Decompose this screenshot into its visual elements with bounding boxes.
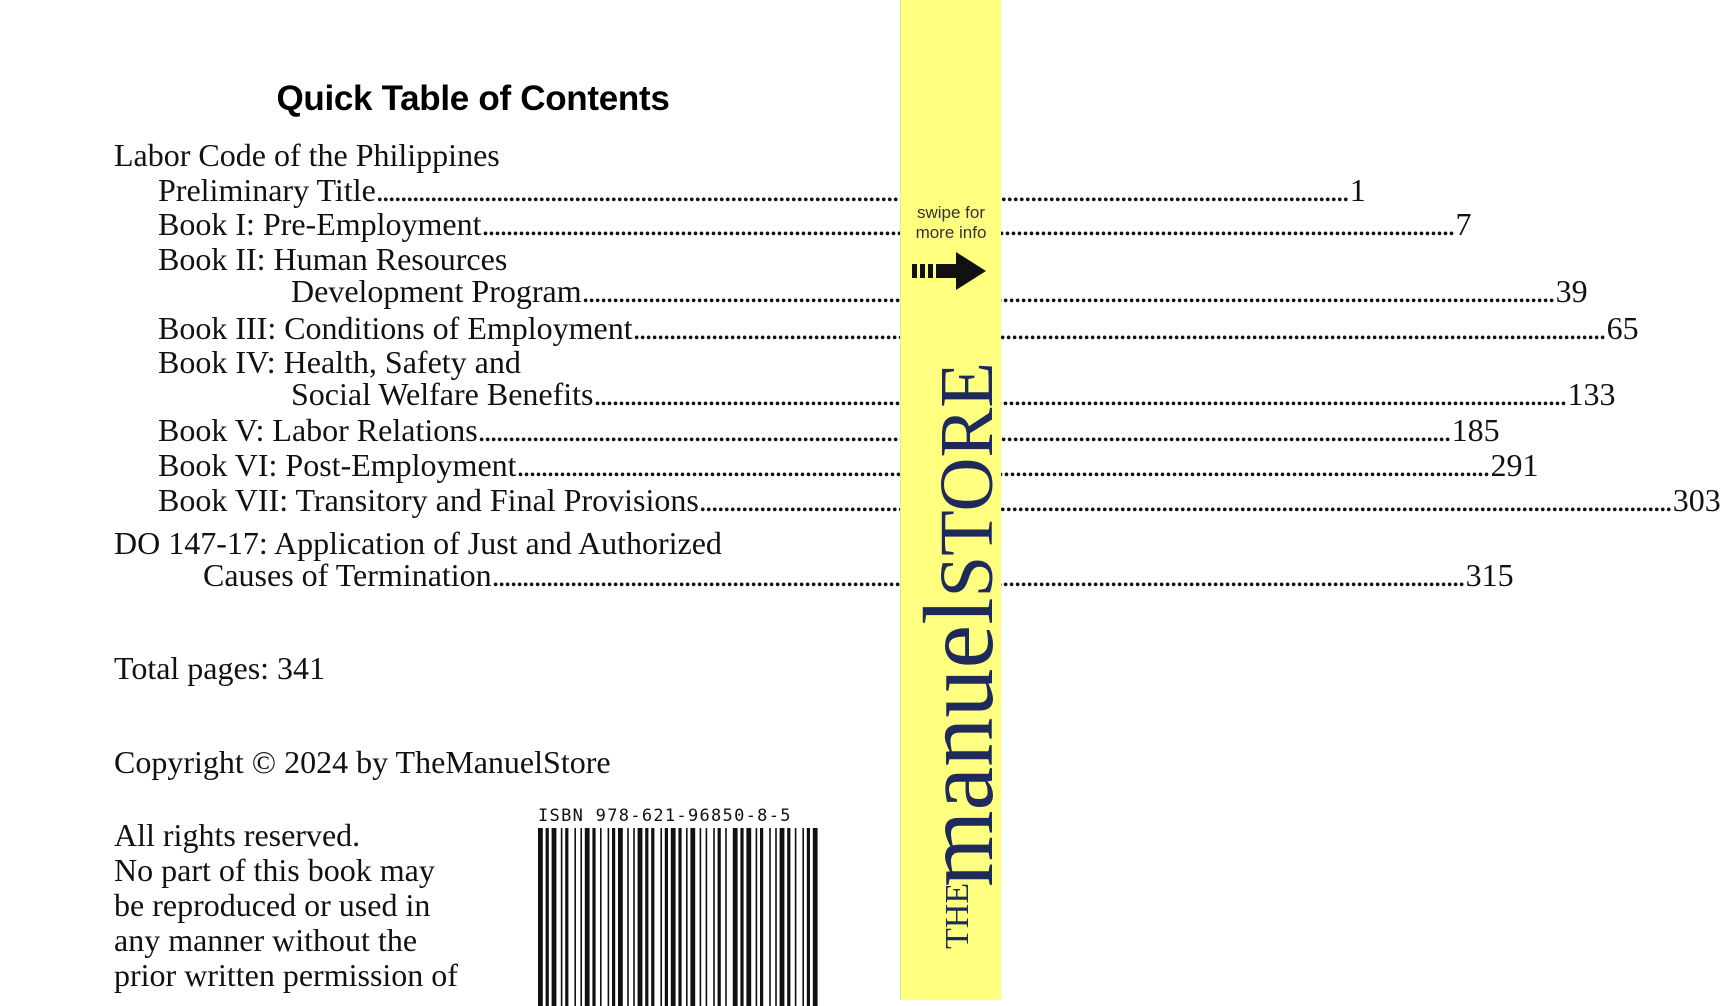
- barcode-bar: [660, 828, 662, 1006]
- toc-entry-label: Book III: Conditions of Employment: [158, 310, 633, 346]
- toc-leader-dots: [699, 482, 1671, 518]
- rights-line: be reproduced or used in: [114, 887, 431, 923]
- brand-logo-manuel: manuel: [903, 592, 1014, 887]
- barcode-bar: [802, 828, 804, 1006]
- barcode-bar: [756, 828, 758, 1006]
- barcode-bar: [713, 828, 715, 1006]
- total-pages: Total pages: 341: [114, 650, 326, 686]
- brand-logo: [900, 355, 1014, 955]
- toc-heading-labor-code: Labor Code of the Philippines: [114, 137, 500, 173]
- toc-entry-book-7[interactable]: [158, 482, 1721, 518]
- right-arrow-icon[interactable]: [912, 250, 990, 292]
- toc-entry-label: Book VII: Transitory and Final Provisions: [158, 482, 699, 518]
- barcode-bar: [775, 828, 777, 1006]
- barcode-bar: [633, 828, 635, 1006]
- rights-notice: [114, 818, 458, 993]
- toc-entry-book-5[interactable]: [158, 412, 1500, 448]
- rights-line: All rights reserved.: [114, 817, 361, 853]
- barcode-bar: [678, 828, 681, 1006]
- brand-logo-the: THE: [939, 882, 976, 949]
- barcode-bar: [612, 828, 615, 1006]
- toc-leader-dots: [594, 376, 1566, 412]
- toc-entry-book-4-line1[interactable]: Book IV: Health, Safety and: [158, 344, 521, 380]
- barcode-bar: [807, 828, 810, 1006]
- toc-entry-book-4[interactable]: [291, 376, 1616, 412]
- barcode-bar: [746, 828, 751, 1006]
- toc-entry-label: Development Program: [291, 273, 582, 309]
- toc-entry-book-3[interactable]: [158, 310, 1639, 346]
- toc-entry-page: 185: [1451, 412, 1500, 448]
- barcode-bar: [700, 828, 702, 1006]
- toc-entry-page: 1: [1349, 172, 1366, 208]
- barcode-bar: [546, 828, 549, 1006]
- barcode-bar: [592, 828, 595, 1006]
- rights-line: prior written permission of: [114, 957, 458, 993]
- brand-logo-wordmark: [903, 358, 1014, 887]
- barcode-bar: [795, 828, 797, 1006]
- barcode-bar: [561, 828, 563, 1006]
- barcode-bar: [608, 828, 610, 1006]
- barcode-bar: [645, 828, 648, 1006]
- barcode-bar: [706, 828, 708, 1006]
- toc-entry-preliminary[interactable]: [158, 172, 1366, 208]
- barcode-bar: [718, 828, 721, 1006]
- toc-entry-page: 303: [1672, 482, 1721, 518]
- barcode-bar: [740, 828, 743, 1006]
- toc-entry-label: Book VI: Post-Employment: [158, 447, 517, 483]
- barcode-bar: [585, 828, 590, 1006]
- barcode-bar: [627, 828, 629, 1006]
- barcode-bar: [780, 828, 785, 1006]
- barcode-bar: [733, 828, 738, 1006]
- barcode-bar: [813, 828, 818, 1006]
- copyright-notice: Copyright © 2024 by TheManuelStore: [114, 744, 611, 780]
- barcode-bar: [665, 828, 668, 1006]
- toc-leader-dots: [376, 172, 1348, 208]
- toc-entry-label: Preliminary Title: [158, 172, 376, 208]
- toc-leader-dots: [582, 273, 1554, 309]
- barcode-bars: [538, 806, 820, 1006]
- swipe-hint-line1: swipe for: [916, 203, 986, 222]
- barcode-bar: [725, 828, 727, 1006]
- barcode-bar: [600, 828, 602, 1006]
- toc-entry-do-line1[interactable]: DO 147-17: Application of Just and Authorized: [114, 525, 722, 561]
- barcode-bar: [638, 828, 643, 1006]
- barcode-bar: [671, 828, 676, 1006]
- toc-entry-page: 65: [1606, 310, 1639, 346]
- barcode-bar: [574, 828, 576, 1006]
- barcode-bar: [787, 828, 790, 1006]
- barcode-bar: [760, 828, 763, 1006]
- toc-entry-page: 133: [1567, 376, 1616, 412]
- isbn-barcode: [538, 806, 820, 1006]
- barcode-bar: [538, 828, 543, 1006]
- barcode-bar: [686, 828, 688, 1006]
- swipe-hint-line2: more info: [915, 223, 987, 242]
- toc-entry-page: 315: [1465, 557, 1514, 593]
- barcode-bar: [580, 828, 582, 1006]
- toc-entry-page: 7: [1455, 206, 1472, 242]
- toc-entry-page: 39: [1555, 273, 1588, 309]
- page-title: Quick Table of Contents: [276, 79, 670, 118]
- toc-entry-do-147-17[interactable]: [203, 557, 1514, 593]
- toc-entry-book-6[interactable]: [158, 447, 1539, 483]
- barcode-bar: [690, 828, 695, 1006]
- toc-entry-label: Causes of Termination: [203, 557, 492, 593]
- isbn-label: ISBN 978-621-96850-8-5: [538, 806, 792, 826]
- barcode-bar: [618, 828, 623, 1006]
- toc-entry-label: Social Welfare Benefits: [291, 376, 594, 412]
- toc-entry-book-2-line1[interactable]: Book II: Human Resources: [158, 241, 508, 277]
- barcode-bar: [552, 828, 557, 1006]
- brand-logo-store: STORE: [925, 358, 1009, 598]
- toc-entry-page: 291: [1490, 447, 1539, 483]
- rights-line: any manner without the: [114, 922, 418, 958]
- rights-line: No part of this book may: [114, 852, 435, 888]
- barcode-bar: [651, 828, 654, 1006]
- barcode-bar: [565, 828, 568, 1006]
- swipe-hint: [901, 203, 1001, 243]
- toc-entry-label: Book V: Labor Relations: [158, 412, 478, 448]
- toc-leader-dots: [633, 310, 1605, 346]
- toc-entry-book-2[interactable]: [291, 273, 1588, 309]
- toc-entry-label: Book I: Pre-Employment: [158, 206, 482, 242]
- barcode-bar: [769, 828, 771, 1006]
